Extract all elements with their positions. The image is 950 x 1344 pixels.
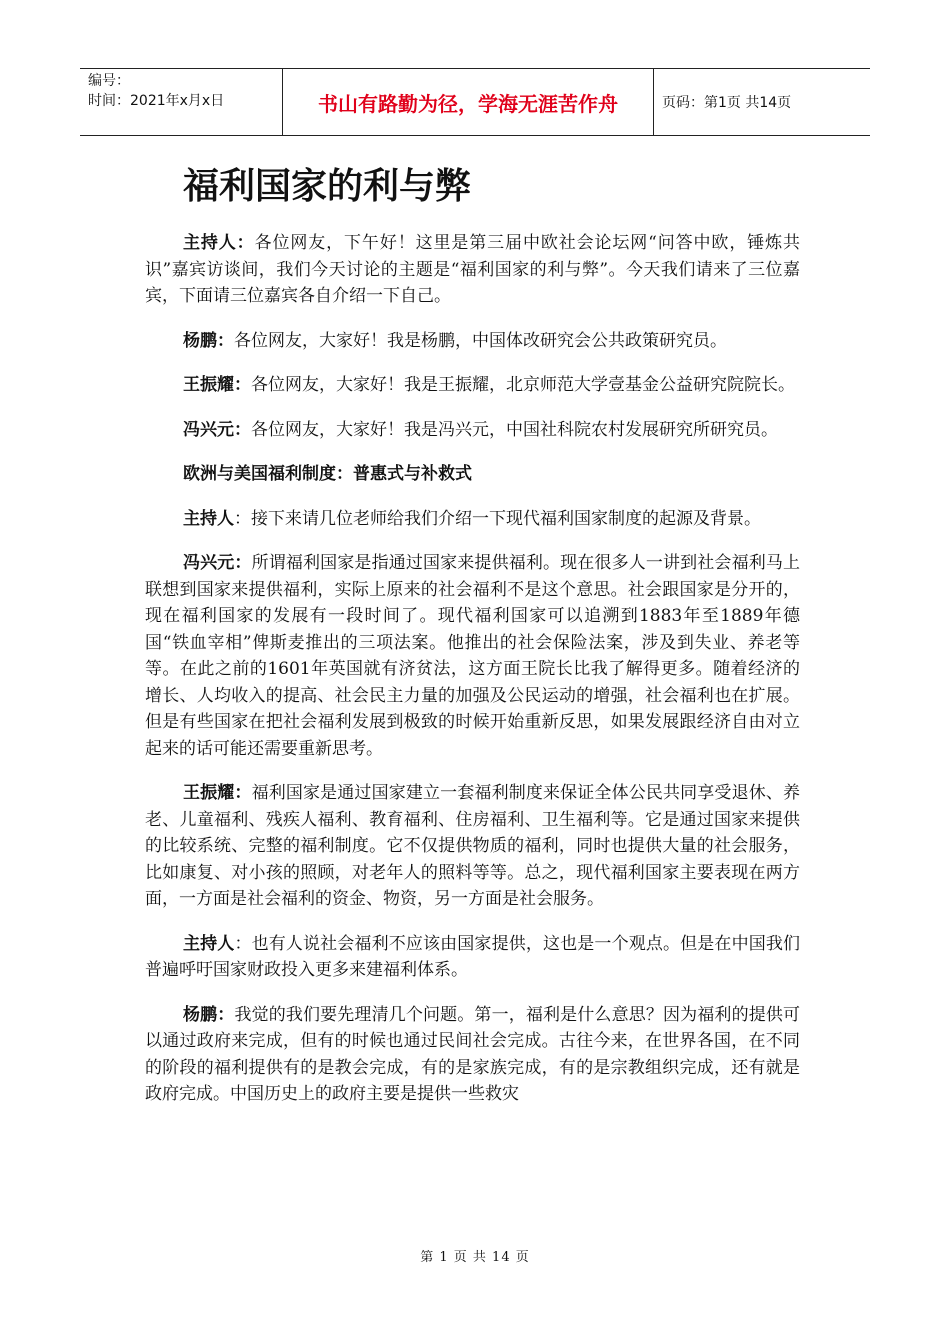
paragraph xyxy=(145,506,800,533)
document-title: 福利国家的利与弊 xyxy=(183,166,472,207)
header-meta xyxy=(80,69,283,135)
paragraph-text: 福利国家是通过国家建立一套福利制度来保证全体公民共同享受退休、养老、儿童福利、残疾人福利、教育福利、住房福利、卫生福利等。它是通过国家来提供的比较系统、完整的福利制度。它不仅提供物质的福利，同时也提供大量的社会服务，比如康复、对小孩的照顾，对老年人的照料等等。总之，现代福利国家主要表现在两方面，一方面是社会福利的资金、物资，另一方面是社会服务。 xyxy=(145,783,801,909)
speaker-name: 主持人 xyxy=(183,933,235,954)
paragraph-text: 我觉的我们要先理清几个问题。第一，福利是什么意思？因为福利的提供可以通过政府来完成，但有的时候也通过民间社会完成。古往今来，在世界各国，在不同的阶段的福利提供有的是教会完成，有的是家族完成，有的是宗教组织完成，还有就是政府完成。中国历史上的政府主要是提供一些救灾 xyxy=(145,1004,801,1104)
speaker-name: 杨鹏： xyxy=(183,1004,235,1025)
paragraph-text: 所谓福利国家是指通过国家来提供福利。现在很多人一讲到社会福利马上联想到国家来提供福利，实际上原来的社会福利不是这个意思。社会跟国家是分开的，现在福利国家的发展有一段时间了。现代福利国家可以追溯到1883年至1889年德国“铁血宰相”俾斯麦推出的三项法案。他推出的社会保险法案，涉及到失业、养老等等。在此之前的1601年英国就有济贫法，这方面王院长比我了解得更多。随着经济的增长、人均收入的提高、社会民主力量的加强及公民运动的增强，社会福利也在扩展。但是有些国家在把社会福利发展到极致的时候开始重新反思，如果发展跟经济自由对立起来的话可能还需要重新思考。 xyxy=(145,553,801,759)
page-footer: 第 1 页 共 14 页 xyxy=(420,1250,530,1265)
page-header xyxy=(80,68,870,136)
paragraph-text: 各位网友，大家好！我是杨鹏，中国体改研究会公共政策研究员。 xyxy=(234,330,727,351)
document-number: 编号： xyxy=(88,73,130,89)
document-body xyxy=(145,230,800,1126)
speaker-name: 杨鹏： xyxy=(183,330,234,351)
paragraph xyxy=(145,417,800,444)
paragraph-text: 各位网友，大家好！我是冯兴元，中国社科院农村发展研究所研究员。 xyxy=(251,419,778,440)
paragraph-text: 各位网友，大家好！我是王振耀，北京师范大学壹基金公益研究院院长。 xyxy=(251,375,795,395)
paragraph xyxy=(145,230,800,310)
paragraph xyxy=(145,780,800,913)
speaker-name: 王振耀： xyxy=(183,783,252,803)
document-time: 时间：2021年x月x日 xyxy=(88,93,225,109)
header-page-number: 页码：第1页 共14页 xyxy=(662,95,792,111)
paragraph-text: 各位网友，下午好！这里是第三届中欧社会论坛网“问答中欧，锤炼共识”嘉宾访谈间，我们今天讨论的主题是“福利国家的利与弊”。今天我们请来了三位嘉宾，下面请三位嘉宾各自介绍一下自己。 xyxy=(145,233,801,306)
paragraph xyxy=(145,1002,800,1108)
paragraph xyxy=(145,328,800,355)
header-motto: 书山有路勤为径，学海无涯苦作舟 xyxy=(283,69,654,135)
paragraph-text: ：也有人说社会福利不应该由国家提供，这也是一个观点。但是在中国我们普遍呼吁国家财政投入更多来建福利体系。 xyxy=(145,933,801,980)
speaker-name: 王振耀： xyxy=(183,375,251,395)
section-heading: 欧洲与美国福利制度：普惠式与补救式 xyxy=(183,464,472,484)
paragraph xyxy=(145,550,800,762)
paragraph xyxy=(145,372,800,399)
speaker-name: 冯兴元： xyxy=(183,419,251,440)
speaker-name: 主持人： xyxy=(183,233,255,253)
speaker-name: 冯兴元： xyxy=(183,553,252,573)
paragraph-text: ：接下来请几位老师给我们介绍一下现代福利国家制度的起源及背景。 xyxy=(234,508,761,529)
speaker-name: 主持人 xyxy=(183,508,234,529)
paragraph xyxy=(145,931,800,984)
